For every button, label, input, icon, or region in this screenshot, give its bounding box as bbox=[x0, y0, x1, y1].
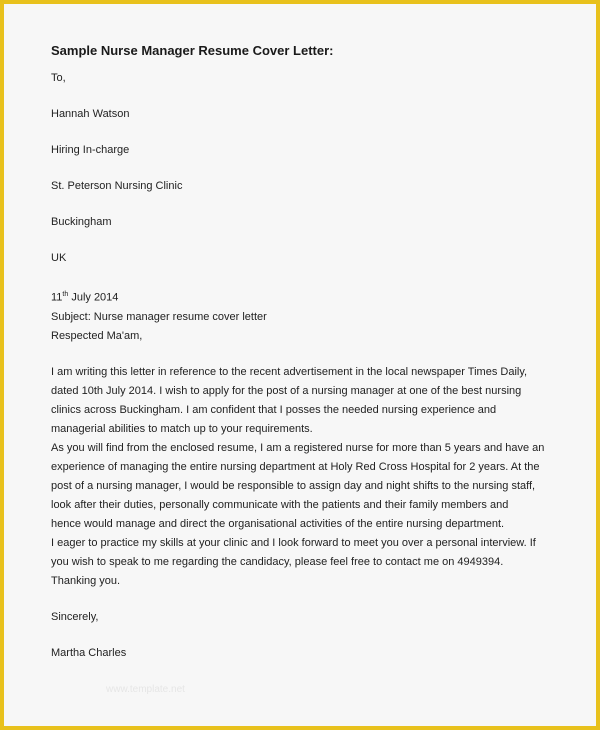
document-page bbox=[6, 6, 594, 724]
signature-name: Martha Charles bbox=[51, 646, 127, 659]
paragraph-line: clinics across Buckingham. I am confident that I posses the needed nursing experience and bbox=[51, 403, 497, 416]
paragraph-line: I eager to practice my skills at your clinic and I look forward to meet you over a personal interview. If bbox=[51, 536, 536, 549]
document-title: Sample Nurse Manager Resume Cover Letter: bbox=[51, 43, 334, 58]
paragraph-2 bbox=[51, 439, 576, 534]
watermark: www.template.net bbox=[106, 684, 185, 695]
recipient-name: Hannah Watson bbox=[51, 108, 130, 120]
date-rest: July 2014 bbox=[68, 291, 119, 304]
recipient-title: Hiring In-charge bbox=[51, 144, 130, 156]
paragraph-line: post of a nursing manager, I would be responsible to assign day and night shifts to the nursing staff, bbox=[51, 479, 536, 492]
paragraph-line: managerial abilities to match up to your requirements. bbox=[51, 422, 313, 435]
recipient-organization: St. Peterson Nursing Clinic bbox=[51, 180, 183, 192]
paragraph-1 bbox=[51, 363, 576, 439]
recipient-city: Buckingham bbox=[51, 216, 112, 228]
paragraph-line: you wish to speak to me regarding the candidacy, please feel free to contact me on 4949394. bbox=[51, 555, 504, 568]
date-day: 11 bbox=[51, 291, 63, 304]
salutation: Respected Ma'am, bbox=[51, 329, 143, 342]
paragraph-line: I am writing this letter in reference to the recent advertisement in the local newspaper Times Daily, bbox=[51, 365, 528, 378]
paragraph-line: hence would manage and direct the organisational activities of the entire nursing department. bbox=[51, 517, 505, 530]
recipient-country: UK bbox=[51, 252, 67, 264]
paragraph-3 bbox=[51, 534, 576, 572]
paragraph-line: dated 10th July 2014. I wish to apply for the post of a nursing manager at one of the best nursing bbox=[51, 384, 522, 397]
paragraph-line: experience of managing the entire nursing department at Holy Red Cross Hospital for 2 years. At the bbox=[51, 460, 540, 473]
thanks-line: Thanking you. bbox=[51, 574, 121, 587]
paragraph-line: look after their duties, personally communicate with the patients and their family members and bbox=[51, 498, 509, 511]
date-suffix: th bbox=[62, 291, 69, 298]
subject-line: Subject: Nurse manager resume cover letter bbox=[51, 310, 267, 323]
closing-line: Sincerely, bbox=[51, 610, 99, 623]
paragraph-line: As you will find from the enclosed resume, I am a registered nurse for more than 5 years and have an bbox=[51, 441, 545, 454]
cover-letter bbox=[51, 41, 576, 663]
to-line: To, bbox=[51, 72, 66, 84]
letter-date bbox=[51, 285, 576, 308]
